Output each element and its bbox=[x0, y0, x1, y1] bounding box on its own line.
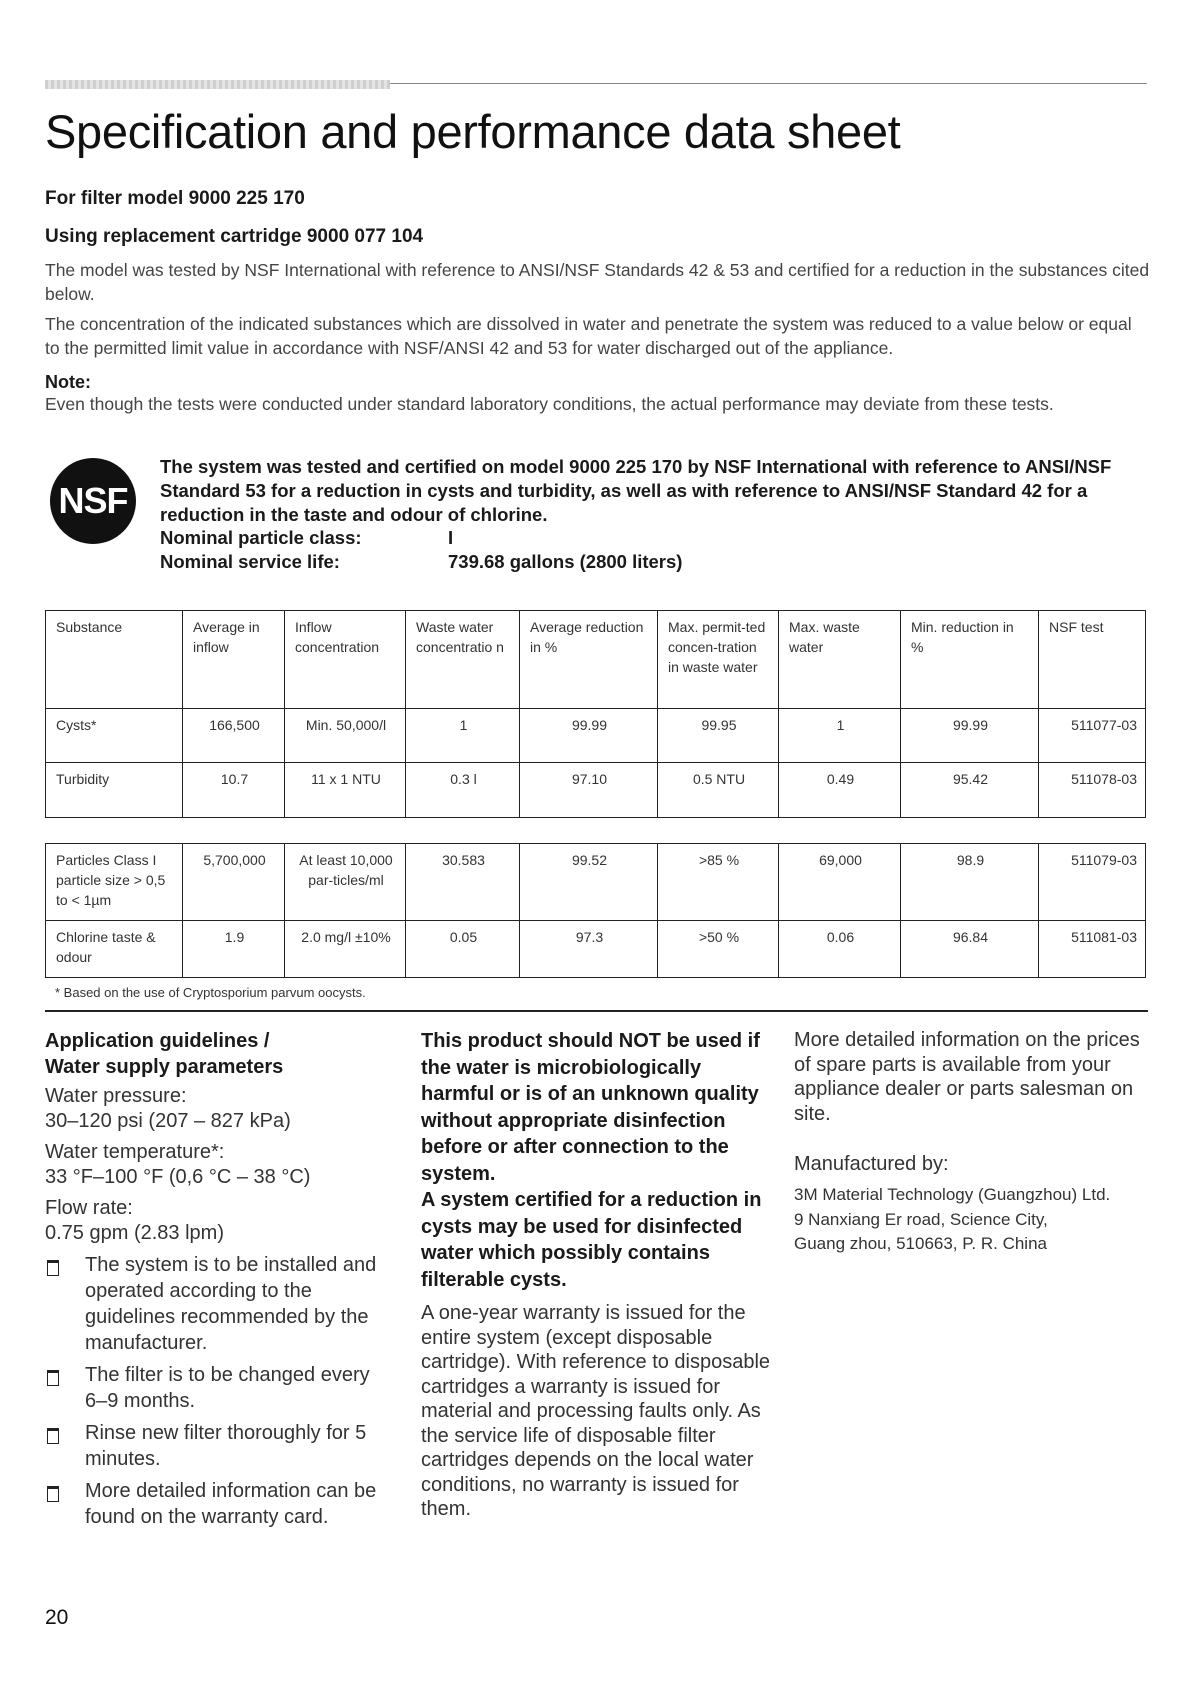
table-row bbox=[46, 709, 1146, 763]
manufacturer-name: 3M Material Technology (Guangzhou) Ltd. bbox=[794, 1185, 1111, 1204]
list-item-text: More detailed information can be found on the warranty card. bbox=[85, 1480, 377, 1528]
table-cell: 10.7 bbox=[183, 763, 285, 818]
table-cell: 97.3 bbox=[520, 921, 658, 978]
table-cell: 95.42 bbox=[901, 763, 1039, 818]
table-cell: Chlorine taste & odour bbox=[46, 921, 183, 978]
cartridge-subtitle: Using replacement cartridge 9000 077 104 bbox=[45, 226, 424, 247]
section-divider bbox=[45, 1010, 1148, 1012]
table-cell: 511078-03 bbox=[1039, 763, 1146, 818]
checkbox-bullet-icon bbox=[47, 1260, 59, 1276]
table-cell: 5,700,000 bbox=[183, 844, 285, 921]
table-cell: 11 x 1 NTU bbox=[285, 763, 406, 818]
service-life-value: 739.68 gallons (2800 liters) bbox=[448, 551, 683, 572]
spare-parts-info: More detailed information on the prices of spare parts is available from your appliance dealer or parts salesman on site. bbox=[794, 1029, 1140, 1125]
manufacturer-column bbox=[794, 1028, 1144, 1257]
header-cell: Min. reduction in % bbox=[901, 611, 1039, 709]
table-cell: 166,500 bbox=[183, 709, 285, 763]
checkbox-bullet-icon bbox=[47, 1370, 59, 1386]
flow-label: Flow rate: bbox=[45, 1197, 133, 1219]
concentration-paragraph: The concentration of the indicated substances which are dissolved in water and penetrate the system was reduced to a value below or equal to the permitted limit value in accordance with NSF/ANSI 42 and 53 for water discharged out of the appliance. bbox=[45, 314, 1132, 358]
table-cell: Particles Class I particle size > 0,5 to < 1µm bbox=[46, 844, 183, 921]
list-item-text: The filter is to be changed every 6–9 months. bbox=[85, 1364, 370, 1412]
note-text: Even though the tests were conducted under standard laboratory conditions, the actual performance may deviate from these tests. bbox=[45, 394, 1054, 414]
table-row bbox=[46, 763, 1146, 818]
table-cell: 511077-03 bbox=[1039, 709, 1146, 763]
header-rule bbox=[390, 83, 1147, 84]
table-footnote: * Based on the use of Cryptosporium parvum oocysts. bbox=[55, 985, 366, 1000]
table-cell: 99.99 bbox=[520, 709, 658, 763]
guidelines-heading-line1: Application guidelines / bbox=[45, 1030, 270, 1052]
list-item bbox=[45, 1420, 390, 1472]
table-cell: 1 bbox=[406, 709, 520, 763]
pressure-label: Water pressure: bbox=[45, 1085, 187, 1107]
nsf-statement: The system was tested and certified on model 9000 225 170 by NSF International with reference to ANSI/NSF Standard 53 for a reduction in cysts and turbidity, as well as with reference to ANSI/NSF Standard 42 for a reduction in the taste and odour of chlorine. bbox=[160, 456, 1112, 525]
application-guidelines-column bbox=[45, 1028, 390, 1536]
manufactured-by-label: Manufactured by: bbox=[794, 1153, 949, 1175]
particle-class-label: Nominal particle class: bbox=[160, 527, 362, 548]
flow-value: 0.75 gpm (2.83 lpm) bbox=[45, 1222, 224, 1244]
list-item bbox=[45, 1362, 390, 1414]
pressure-value: 30–120 psi (207 – 827 kPa) bbox=[45, 1110, 291, 1132]
table-cell: 511079-03 bbox=[1039, 844, 1146, 921]
header-cell: Substance bbox=[46, 611, 183, 709]
table-cell: 97.10 bbox=[520, 763, 658, 818]
table-cell: Min. 50,000/l bbox=[285, 709, 406, 763]
page-title: Specification and performance data sheet bbox=[45, 105, 901, 158]
table-cell: 99.99 bbox=[901, 709, 1039, 763]
page-number: 20 bbox=[45, 1606, 69, 1629]
table-cell: >50 % bbox=[658, 921, 779, 978]
table-cell: 2.0 mg/l ±10% bbox=[285, 921, 406, 978]
list-item bbox=[45, 1252, 390, 1356]
service-life-label: Nominal service life: bbox=[160, 551, 340, 572]
header-rule-shaded bbox=[45, 80, 390, 89]
table-cell: 99.52 bbox=[520, 844, 658, 921]
temperature-label: Water temperature*: bbox=[45, 1141, 225, 1163]
microbiological-warning: This product should NOT be used if the water is microbiologically harmful or is of an unknown quality without appropriate disinfection before or after connection to the system. bbox=[421, 1030, 760, 1185]
header-cell: Average reduction in % bbox=[520, 611, 658, 709]
header-cell: Inflow concentration bbox=[285, 611, 406, 709]
checkbox-bullet-icon bbox=[47, 1428, 59, 1444]
address-line-2: Guang zhou, 510663, P. R. China bbox=[794, 1234, 1047, 1253]
table-cell: 1 bbox=[779, 709, 901, 763]
model-subtitle: For filter model 9000 225 170 bbox=[45, 188, 305, 209]
list-item-text: The system is to be installed and operated according to the guidelines recommended by the manufacturer. bbox=[85, 1254, 377, 1354]
checkbox-bullet-icon bbox=[47, 1486, 59, 1502]
list-item-text: Rinse new filter thoroughly for 5 minutes. bbox=[85, 1422, 367, 1470]
table-cell: 0.49 bbox=[779, 763, 901, 818]
table-cell: At least 10,000 par-ticles/ml bbox=[285, 844, 406, 921]
table-cell: 99.95 bbox=[658, 709, 779, 763]
particle-class-value: I bbox=[448, 527, 454, 548]
table-cell: 30.583 bbox=[406, 844, 520, 921]
table-cell: 98.9 bbox=[901, 844, 1039, 921]
guidelines-heading-line2: Water supply parameters bbox=[45, 1056, 284, 1078]
table-row bbox=[46, 921, 1146, 978]
temperature-value: 33 °F–100 °F (0,6 °C – 38 °C) bbox=[45, 1166, 311, 1188]
table-cell: 96.84 bbox=[901, 921, 1039, 978]
nsf-logo-icon: NSF bbox=[50, 458, 136, 544]
performance-table-1 bbox=[45, 610, 1146, 818]
table-cell: 69,000 bbox=[779, 844, 901, 921]
table-cell: Turbidity bbox=[46, 763, 183, 818]
header-cell: NSF test bbox=[1039, 611, 1146, 709]
table-cell: >85 % bbox=[658, 844, 779, 921]
performance-table-2 bbox=[45, 843, 1146, 978]
list-item bbox=[45, 1478, 390, 1530]
warning-column bbox=[421, 1028, 771, 1522]
table-row bbox=[46, 844, 1146, 921]
header-cell: Max. permit-ted concen-tration in waste water bbox=[658, 611, 779, 709]
warranty-text: A one-year warranty is issued for the entire system (except disposable cartridge). With reference to disposable cartridges a warranty is issued for material and processing faults only. As the service life of disposable filter cartridges depends on the local water conditions, no warranty is issued for them. bbox=[421, 1302, 771, 1520]
header-cell: Max. waste water bbox=[779, 611, 901, 709]
table-cell: 0.06 bbox=[779, 921, 901, 978]
table-cell: 0.05 bbox=[406, 921, 520, 978]
cyst-certification-note: A system certified for a reduction in cysts may be used for disinfected water which possibly contains filterable cysts. bbox=[421, 1189, 762, 1291]
table-cell: 0.3 l bbox=[406, 763, 520, 818]
table-cell: 511081-03 bbox=[1039, 921, 1146, 978]
table-header-row bbox=[46, 611, 1146, 709]
table-cell: 0.5 NTU bbox=[658, 763, 779, 818]
header-cell: Waste water concentratio n bbox=[406, 611, 520, 709]
note-label: Note: bbox=[45, 372, 91, 392]
table-cell: 1.9 bbox=[183, 921, 285, 978]
header-cell: Average in inflow bbox=[183, 611, 285, 709]
intro-paragraph: The model was tested by NSF International with reference to ANSI/NSF Standards 42 & 53 and certified for a reduction in the substances cited below. bbox=[45, 260, 1150, 304]
table-cell: Cysts* bbox=[46, 709, 183, 763]
address-line-1: 9 Nanxiang Er road, Science City, bbox=[794, 1209, 1048, 1229]
